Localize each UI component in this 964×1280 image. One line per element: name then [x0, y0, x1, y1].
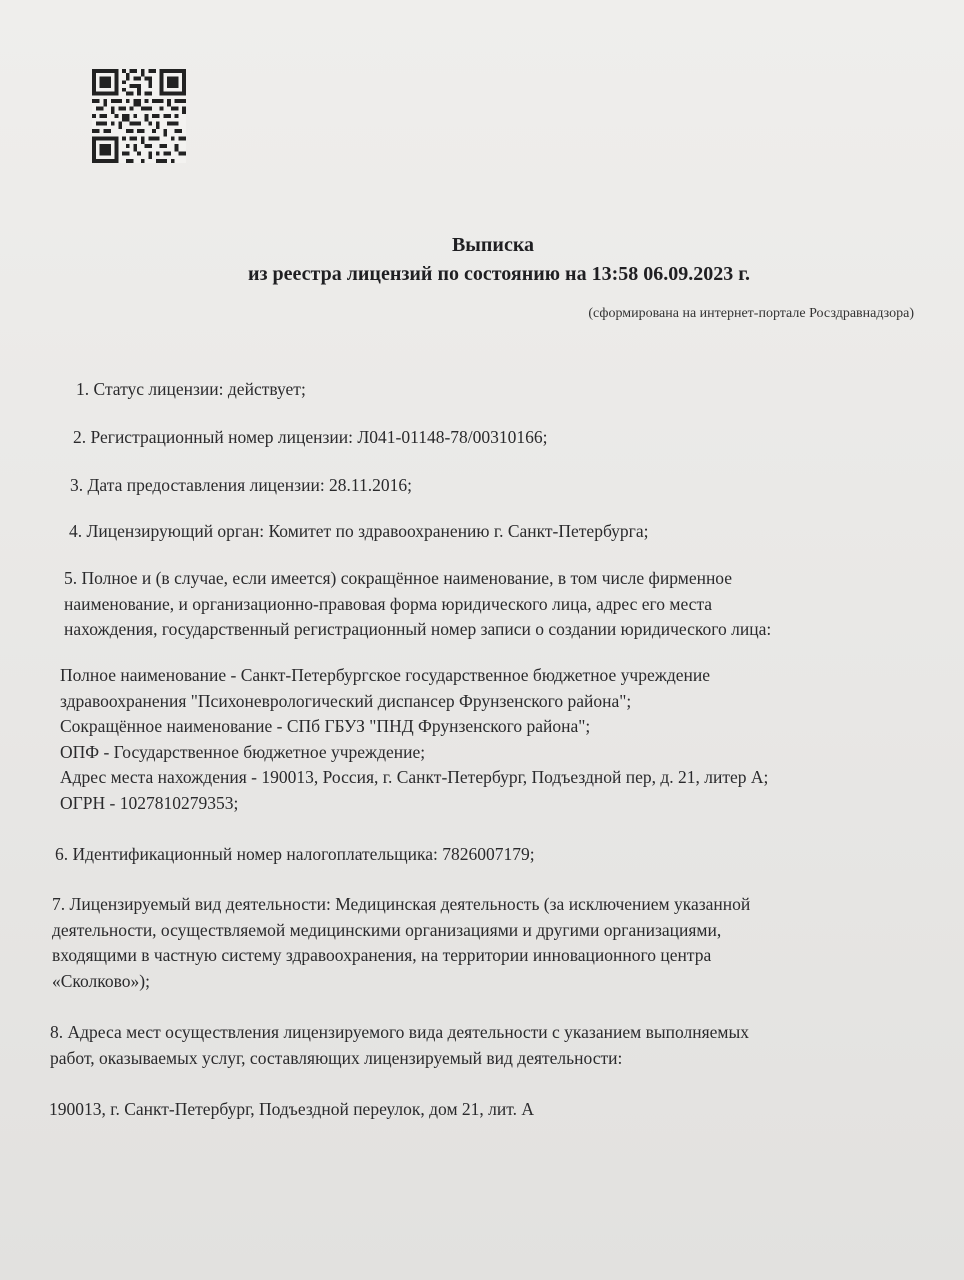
text-line: входящими в частную систему здравоохранения, на территории инновационного центра	[52, 945, 712, 965]
document-title	[0, 231, 964, 289]
text-line: деятельности, осуществляемой медицинскими организациями и другими организациями,	[52, 919, 722, 940]
full-name-line-cont: здравоохранения "Психоневрологический диспансер Фрунзенского района";	[60, 690, 632, 711]
legal-form-line: ОПФ - Государственное бюджетное учреждение;	[60, 741, 426, 762]
text-line: «Сколково»);	[52, 970, 150, 991]
address-line: Адрес места нахождения - 190013, Россия, г. Санкт-Петербург, Подъездной пер, д. 21, литер А;	[60, 767, 769, 787]
text-line: 8. Адреса мест осуществления лицензируемого вида деятельности с указанием выполняемых	[50, 1022, 749, 1042]
source-note: (сформирована на интернет-портале Росздравнадзора)	[588, 306, 914, 321]
text-line: наименование, и организационно-правовая форма юридического лица, адрес его места	[64, 593, 713, 614]
item-licensed-activity	[52, 892, 750, 994]
text-line: 5. Полное и (в случае, если имеется) сокращённое наименование, в том числе фирменное	[64, 568, 733, 588]
item-licensing-authority: 4. Лицензирующий орган: Комитет по здравоохранению г. Санкт-Петербурга;	[69, 521, 649, 541]
text-line: 7. Лицензируемый вид деятельности: Медицинская деятельность (за исключением указанной	[52, 894, 751, 914]
full-name-line: Полное наименование - Санкт-Петербургское государственное бюджетное учреждение	[60, 665, 710, 685]
item-issue-date: 3. Дата предоставления лицензии: 28.11.2016;	[70, 475, 413, 495]
item-activity-addresses	[50, 1020, 749, 1071]
text-line: работ, оказываемых услуг, составляющих лицензируемый вид деятельности:	[50, 1047, 623, 1068]
item-organization-heading	[64, 566, 771, 643]
activity-address: 190013, г. Санкт-Петербург, Подъездной переулок, дом 21, лит. А	[49, 1099, 534, 1119]
ogrn-line: ОГРН - 1027810279353;	[60, 792, 239, 813]
item-license-status: 1. Статус лицензии: действует;	[76, 379, 306, 399]
subtitle-line: из реестра лицензий по состоянию на 13:58 06.09.2023 г.	[247, 263, 751, 285]
text-line: нахождения, государственный регистрационный номер записи о создании юридического лица:	[64, 619, 772, 639]
qr-code	[88, 69, 190, 163]
short-name-line: Сокращённое наименование - СПб ГБУЗ "ПНД Фрунзенского района";	[60, 716, 591, 736]
title-line: Выписка	[451, 234, 535, 256]
item-inn: 6. Идентификационный номер налогоплательщика: 7826007179;	[55, 844, 535, 864]
organization-details	[60, 663, 768, 816]
item-registration-number: 2. Регистрационный номер лицензии: Л041-01148-78/00310166;	[73, 427, 548, 447]
qr-code-graphic	[88, 69, 190, 163]
